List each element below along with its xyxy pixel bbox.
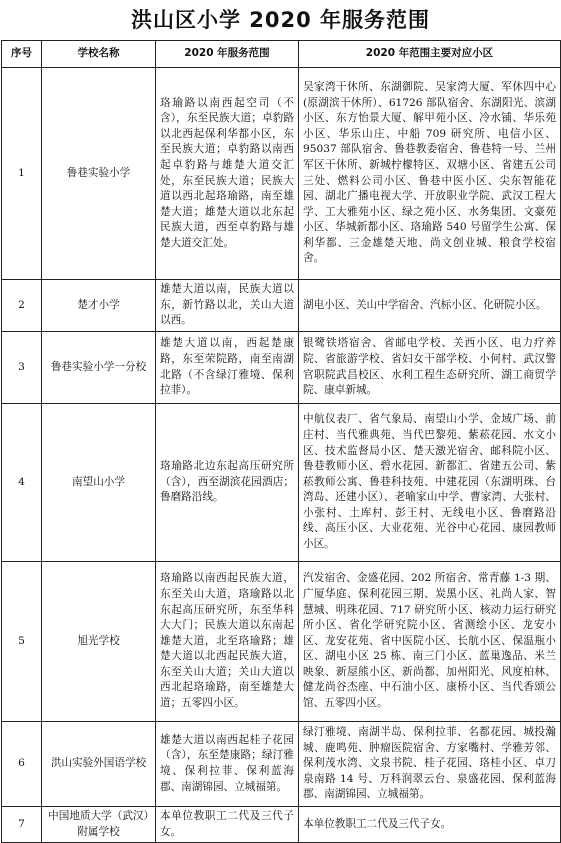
table-row	[2, 722, 561, 807]
residential-areas: 银鹭铁塔宿舍、省邮电学校、关西小区、电力疗养院、省旅游学校、省妇女干部学校、小何村、武汉警官职院武昌校区、水利工程生态研究所、湖工商贸学院、康卓新城。	[299, 332, 561, 404]
school-name: 楚才小学	[42, 280, 156, 332]
table-header-row	[2, 41, 561, 68]
table-row	[2, 562, 561, 722]
residential-areas: 汽发宿舍、金盛花园、202 所宿舍、常青藤 1-3 期、广厦华庭、保利花园三期、炭黑小区、礼尚人家、智慧城、明珠花园、717 研究所小区、核动力运行研究所小区、省化学研究院小区、省测绘小区、龙安小区、龙安花苑、省中医院小区、长航小区、保温瓶小区、湖电小区 25 栋、南三门小区、蓝巢逸品、米兰映象、新屋熊小区、新尚都、加州阳光、风度柏林、健龙尚谷杰座、中石油小区、康桥小区、当代香颂公馆、五零四小区。	[299, 562, 561, 722]
header-range: 2020 年服务范围	[156, 41, 299, 68]
service-range: 珞瑜路北边东起高压研究所（含），西至湖滨花园酒店；鲁磨路沿线。	[156, 404, 299, 562]
residential-areas: 湖电小区、关山中学宿舍、汽标小区、化研院小区。	[299, 280, 561, 332]
table-row	[2, 280, 561, 332]
header-index: 序号	[2, 41, 42, 68]
row-index: 7	[2, 807, 42, 843]
service-range: 珞瑜路以南西起空司（不含），东至民族大道；卓豹路以北西起保利华都小区，东至民族大道；卓豹路以南西起卓豹路与雄楚大道交汇处，东至民族大道；民族大道以西北起珞瑜路，南至雄楚大道；雄楚大道以北东起民族大道，西至卓豹路与雄楚大道交汇处。	[156, 68, 299, 280]
service-range-table	[1, 40, 561, 843]
page-title: 洪山区小学 2020 年服务范围	[130, 8, 431, 32]
row-index: 1	[2, 68, 42, 280]
service-range: 雄楚大道以南，西起楚康路，东至荣院路，南至南湖北路（不含绿汀雅境、保利拉菲）。	[156, 332, 299, 404]
table-row	[2, 404, 561, 562]
school-name: 洪山实验外国语学校	[42, 722, 156, 807]
service-range: 珞瑜路以南西起民族大道，东至关山大道，珞瑜路以北东起高压研究所，东至华科大大门；民族大道以东南起雄楚大道，北至珞瑜路；雄楚大道以北西起民族大道，东至关山大道；关山大道以西北起珞瑜路，南至雄楚大道；五零四小区。	[156, 562, 299, 722]
row-index: 3	[2, 332, 42, 404]
service-range: 雄楚大道以南西起桂子花园（含），东至楚康路；绿汀雅境、保利拉菲、保利蓝海郡、南湖锦园、立城福第。	[156, 722, 299, 807]
residential-areas: 吴家湾干休所、东湖御院、吴家湾大厦、军休四中心(原湖滨干休所）、61726 部队宿舍、东湖阳光、滨湖小区、东方怡景大厦、解甲苑小区、冷水铺、华乐苑小区、华乐山庄、中船 709 研究所、电信小区、95037 部队宿舍、鲁巷教委宿舍、鲁巷特一号、兰州军区干休所、新城柠檬特区、双塘小区、省建五公司三处、燃料公司小区、鲁巷中医小区、尖东智能花园、湖北广播电视大学、开放职业学院、武汉工程大学、工大雅苑小区、绿之苑小区、水务集团、文豪苑小区、华城新都小区、珞瑜路 540 号留学生公寓、保利华都、三金雄楚天地、尚文创业城、粮食学校宿舍。	[299, 68, 561, 280]
school-name: 旭光学校	[42, 562, 156, 722]
header-school: 学校名称	[42, 41, 156, 68]
row-index: 2	[2, 280, 42, 332]
table-row	[2, 68, 561, 280]
residential-areas: 本单位教职工二代及三代子女。	[299, 807, 561, 843]
school-name: 鲁巷实验小学	[42, 68, 156, 280]
row-index: 5	[2, 562, 42, 722]
residential-areas: 绿汀雅境、南湖半岛、保利拉菲、名都花园、城投瀚城、鹿鸣苑、肿瘤医院宿舍、方家嘴村、学雅芳邻、保利茂水湾、文泉书院、桂子花园、珞桂小区、卓刀泉南路 14 号、万科润翠云台、泉盛花园、保利蓝海郡、南湖锦园、立城福第。	[299, 722, 561, 807]
school-name: 中国地质大学（武汉）附属学校	[42, 807, 156, 843]
table-row	[2, 332, 561, 404]
school-name: 南望山小学	[42, 404, 156, 562]
school-name: 鲁巷实验小学一分校	[42, 332, 156, 404]
service-range: 本单位教职工二代及三代子女。	[156, 807, 299, 843]
row-index: 4	[2, 404, 42, 562]
service-range: 雄楚大道以南，民族大道以东，新竹路以北，关山大道以西。	[156, 280, 299, 332]
residential-areas: 中航仪表厂、省气象局、南望山小学、金域广场、前庄村、当代雅典苑、当代巴黎苑、紫菘花园、水文小区、技术监督局小区、楚天激光宿舍、邮科院小区、鲁巷教师小区、碧水花园、新都汇、省建五公司、紫菘教师公寓、鲁巷科技苑、中建花园（东湖明珠、台湾岛、还建小区）、老喻家山中学、曹家湾、大张村、小张村、土库村、彭王村、无线电小区、鲁磨路沿线、高压小区、大业花苑、光谷中心花园、康园教师小区。	[299, 404, 561, 562]
header-areas: 2020 年范围主要对应小区	[299, 41, 561, 68]
row-index: 6	[2, 722, 42, 807]
